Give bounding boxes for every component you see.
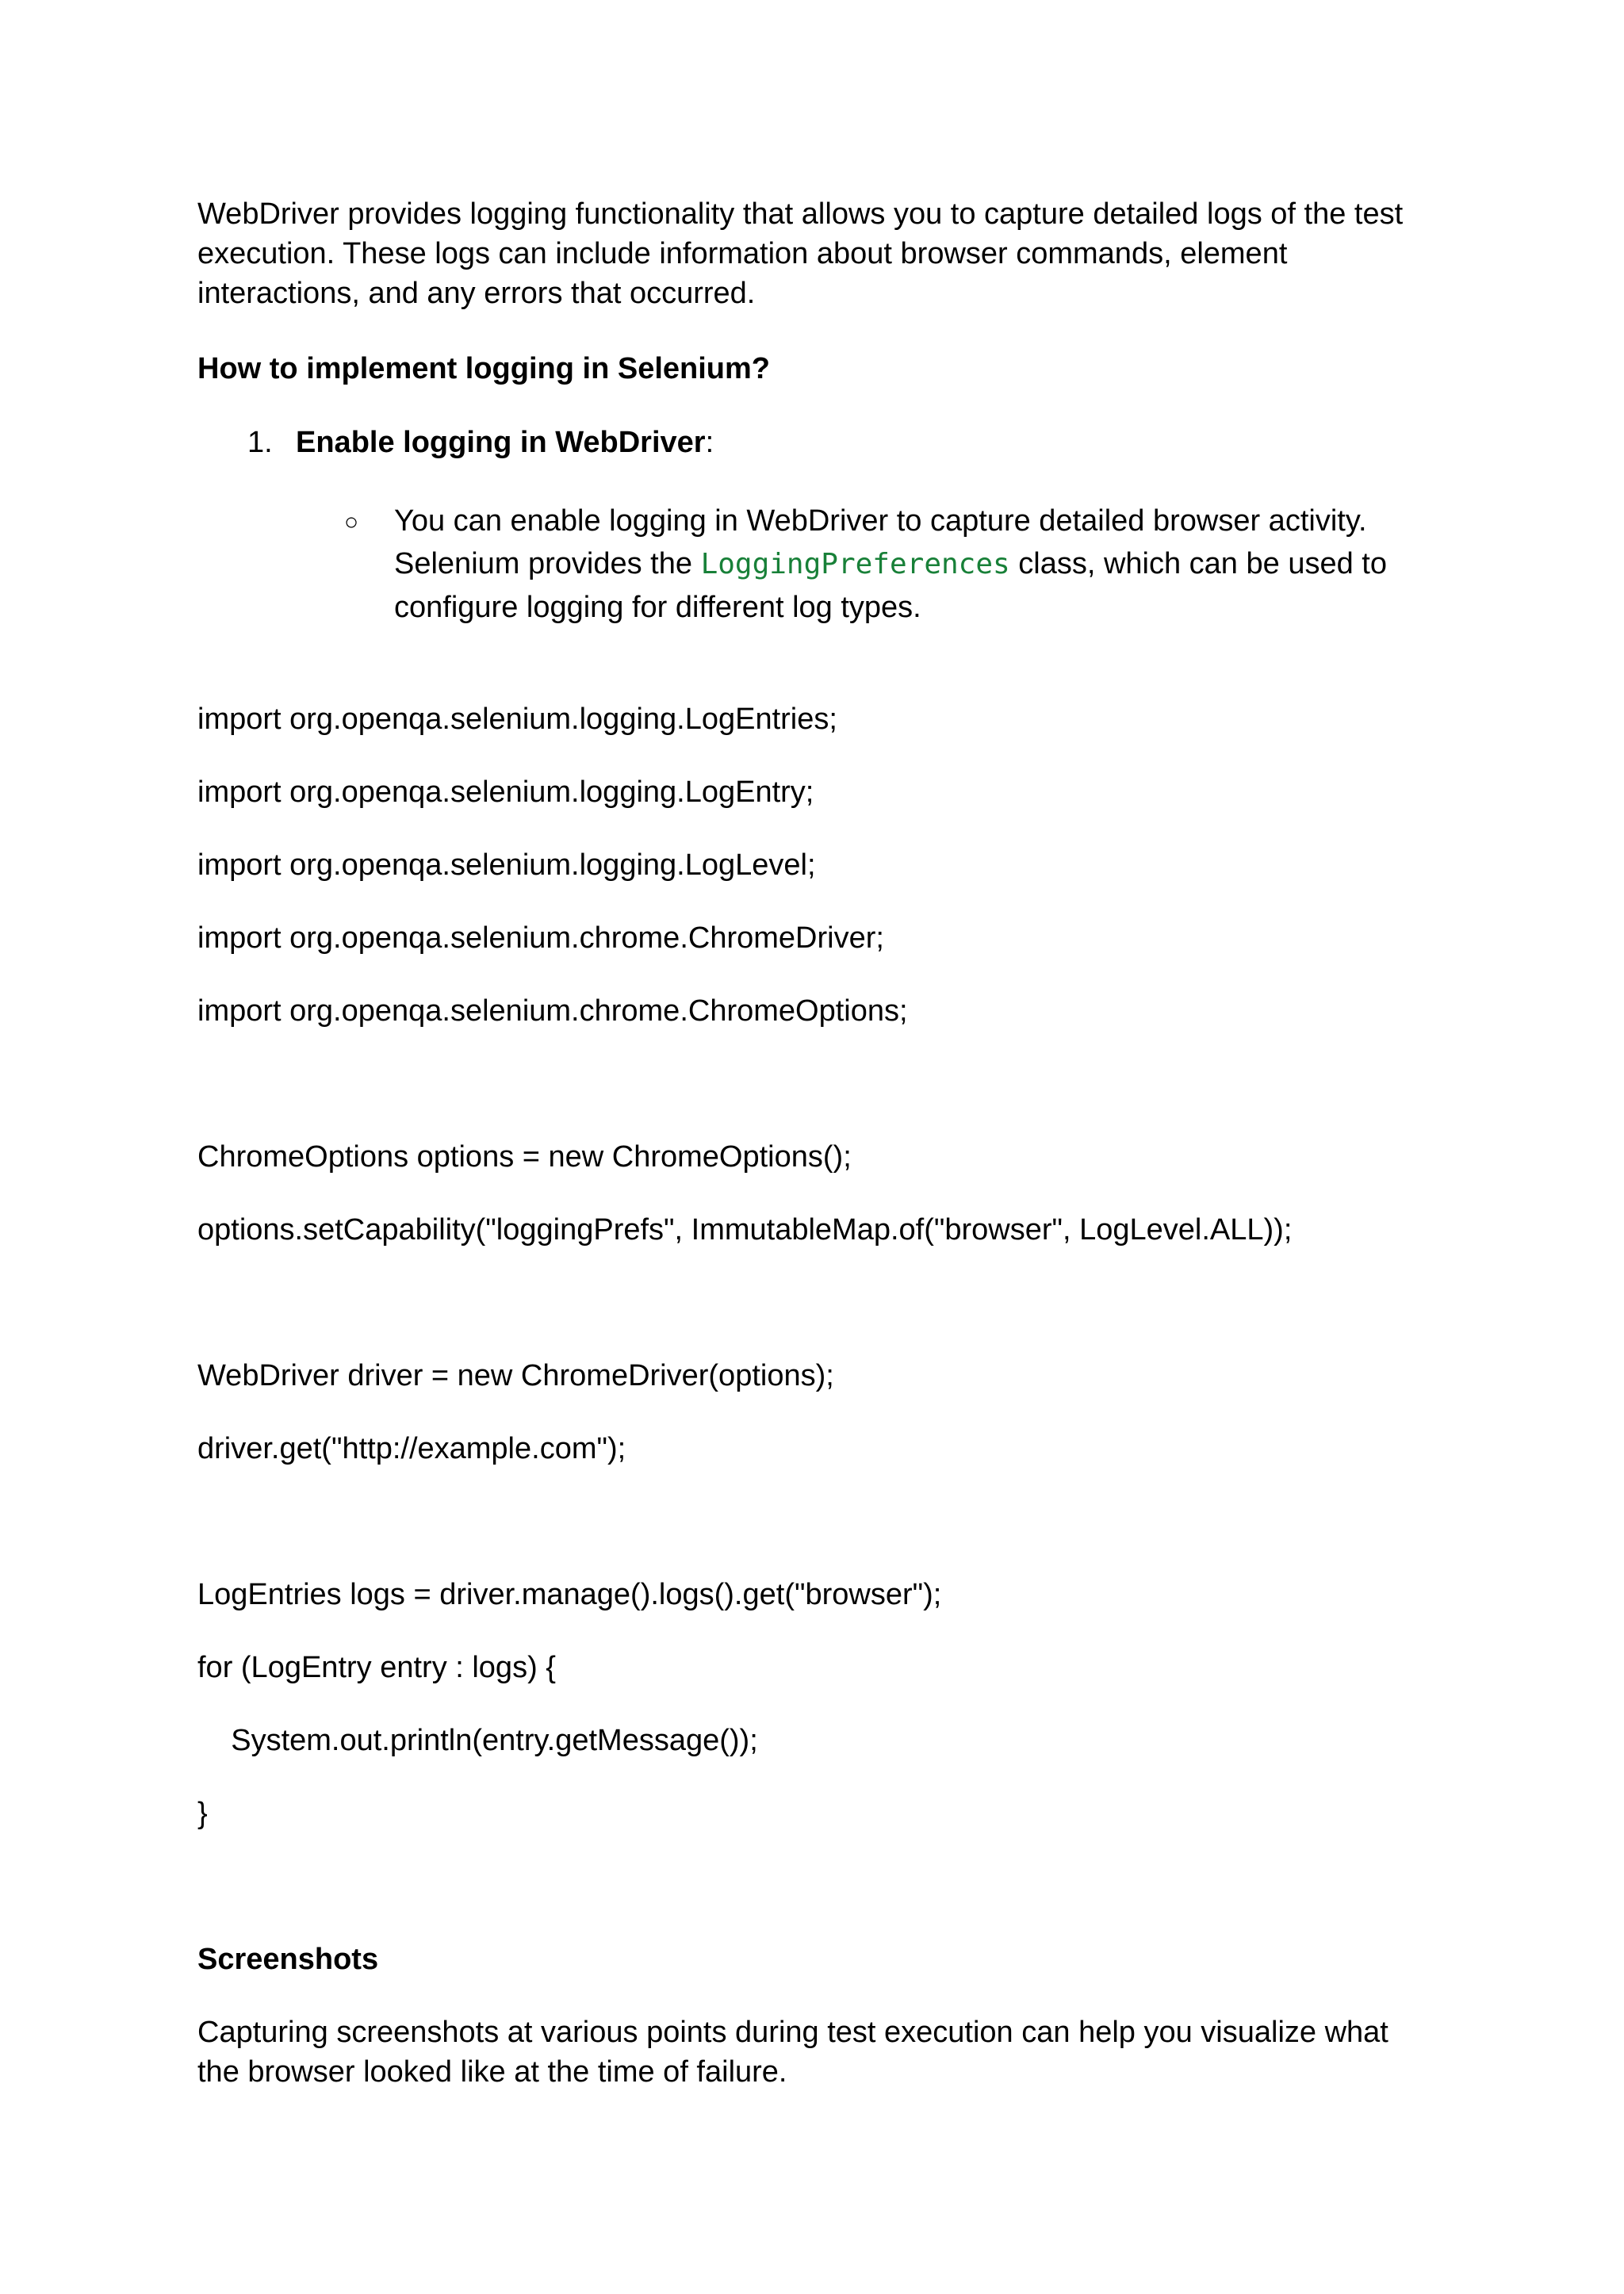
code-line: import org.openqa.selenium.logging.LogEntry;: [197, 776, 814, 809]
hollow-bullet-icon: ○: [344, 509, 359, 535]
sub-text-before: You can enable logging in WebDriver to capture detailed browser activity. Selenium provides the: [394, 504, 1367, 580]
screenshots-heading: Screenshots: [197, 1943, 379, 1976]
screenshots-paragraph: Capturing screenshots at various points during test execution can help you visualize what the browser looked like at the time of failure.: [197, 2016, 1388, 2089]
code-line: import org.openqa.selenium.chrome.ChromeDriver;: [197, 921, 884, 955]
code-line: import org.openqa.selenium.logging.LogLevel;: [197, 848, 816, 882]
logging-heading: How to implement logging in Selenium?: [197, 352, 770, 385]
code-line: }: [197, 1797, 208, 1830]
list-item-title: Enable logging in WebDriver: [296, 426, 706, 459]
list-item-label: [296, 423, 714, 462]
logging-sub-paragraph: [394, 500, 1441, 629]
code-line: WebDriver driver = new ChromeDriver(options);: [197, 1359, 834, 1392]
sub-text-after: class, which can be used to configure logging for different log types.: [394, 547, 1387, 624]
code-line: import org.openqa.selenium.chrome.ChromeOptions;: [197, 994, 908, 1028]
code-line: import org.openqa.selenium.logging.LogEntries;: [197, 703, 837, 736]
list-item-number: 1.: [247, 426, 273, 459]
code-line: for (LogEntry entry : logs) {: [197, 1651, 556, 1684]
code-line: ChromeOptions options = new ChromeOptions();: [197, 1140, 852, 1174]
list-item-suffix: :: [705, 426, 714, 459]
intro-paragraph: WebDriver provides logging functionality that allows you to capture detailed logs of the test execution. These logs can include information about browser commands, element interactions, and any errors that occurred.: [197, 197, 1404, 310]
code-line: options.setCapability("loggingPrefs", ImmutableMap.of("browser", LogLevel.ALL));: [197, 1213, 1293, 1247]
inline-code-logging-preferences: LoggingPreferences: [700, 548, 1010, 580]
code-line: LogEntries logs = driver.manage().logs().get("browser");: [197, 1578, 942, 1611]
code-line: System.out.println(entry.getMessage());: [197, 1724, 758, 1757]
code-line: driver.get("http://example.com");: [197, 1432, 626, 1465]
